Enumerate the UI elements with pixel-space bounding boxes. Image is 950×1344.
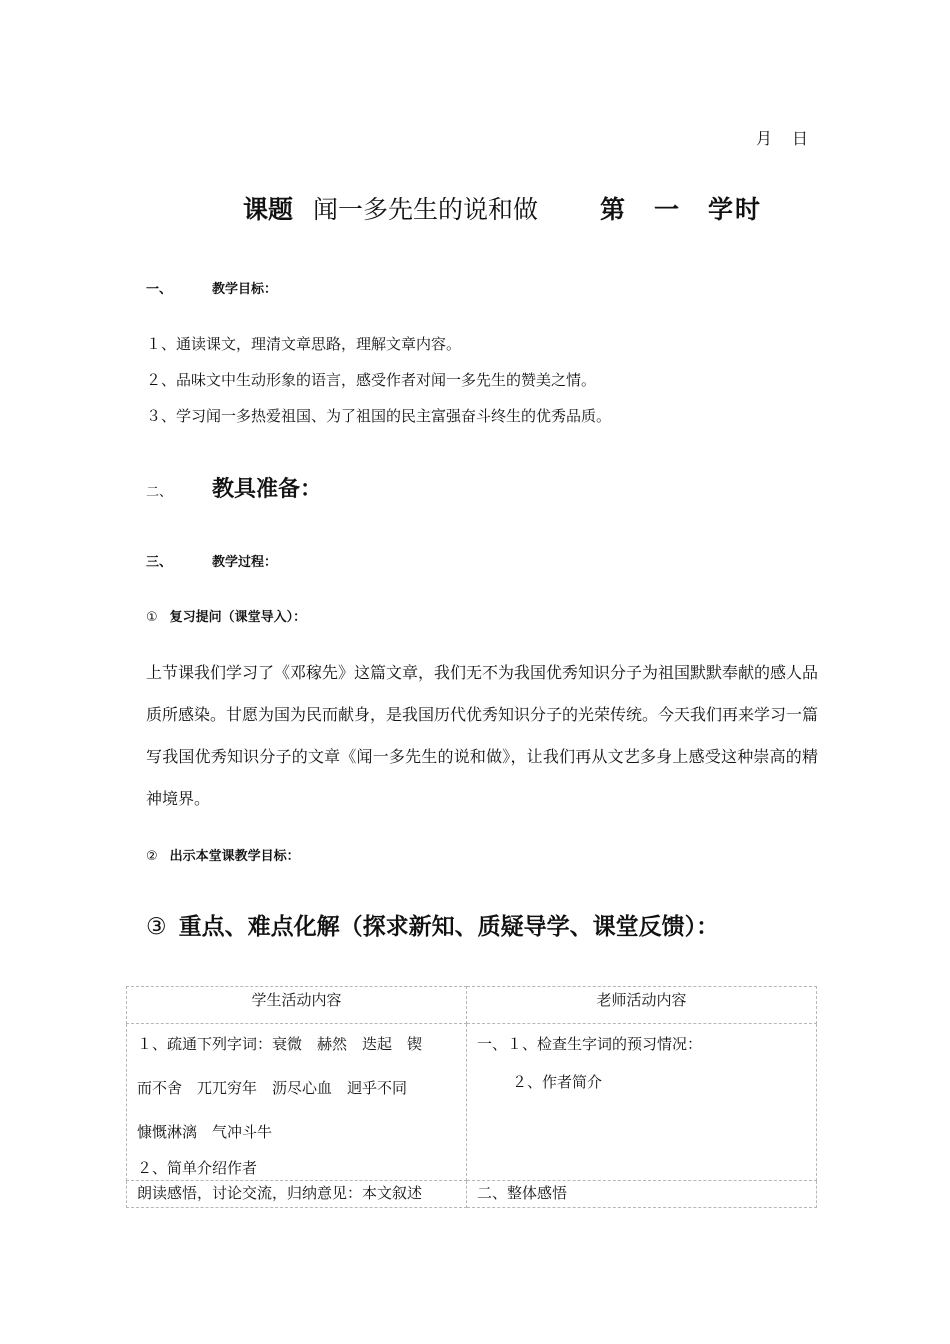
student-activity-line: ２、简单介绍作者: [137, 1159, 258, 1177]
step-label: 复习提问（课堂导入）：: [169, 610, 307, 625]
date-label: 月 日: [756, 129, 811, 148]
student-activity-cell: [127, 1181, 467, 1208]
topic-name: 闻一多先生的说和做: [313, 195, 539, 224]
student-activity-line: １、疏通下列字词：衰微 赫然 迭起 锲: [137, 1035, 423, 1053]
section-number: 一、: [146, 282, 173, 297]
student-activity-line: 慷慨淋漓 气冲斗牛: [137, 1123, 273, 1141]
step-mark: ③: [146, 914, 167, 940]
section-teaching-process: [146, 551, 277, 570]
student-activity-line: 而不舍 兀兀穷年 沥尽心血 迥乎不同: [137, 1079, 408, 1097]
step-label: 重点、难点化解（探求新知、质疑导学、课堂反馈）：: [178, 914, 720, 940]
step-mark: ②: [146, 849, 158, 864]
teacher-activity-line: ２、作者简介: [512, 1073, 603, 1091]
section-number: 三、: [146, 555, 173, 570]
section-label: 教学目标：: [212, 282, 278, 297]
table-header-row: [127, 987, 817, 1024]
section-teaching-aids: [146, 472, 322, 503]
table-row: [127, 1181, 817, 1208]
teacher-activity-line: 一、１、检查生字词的预习情况：: [477, 1035, 703, 1053]
step-key-points: [146, 908, 719, 941]
step-review-questions: [146, 606, 306, 625]
section-number: 二、: [146, 485, 173, 500]
step-label: 出示本堂课教学目标：: [169, 849, 300, 864]
step-show-objectives: [146, 845, 300, 864]
step-mark: ①: [146, 610, 158, 625]
teacher-activity-line: 二、整体感悟: [477, 1184, 568, 1202]
student-activity-line: 朗读感悟，讨论交流，归纳意见：本文叙述: [137, 1184, 423, 1202]
header-teacher-activities: 老师活动内容: [467, 987, 817, 1024]
student-activity-cell: [127, 1024, 467, 1181]
objective-item: ２、品味文中生动形象的语言，感受作者对闻一多先生的赞美之情。: [146, 371, 597, 389]
section-teaching-objectives: [146, 278, 277, 297]
section-label: 教学过程：: [212, 555, 278, 570]
lesson-number: 第 一 学时: [600, 195, 763, 224]
header-student-activities: 学生活动内容: [127, 987, 467, 1024]
intro-paragraph: 上节课我们学习了《邓稼先》这篇文章，我们无不为我国优秀知识分子为祖国默默奉献的感人品质所感染。甘愿为国为民而献身，是我国历代优秀知识分子的光荣传统。今天我们再来学习一篇写我国优秀知识分子的文章《闻一多先生的说和做》，让我们再从文艺多身上感受这种崇高的精神境界。: [146, 663, 819, 808]
lesson-title: [243, 190, 762, 226]
objective-item: １、通读课文，理清文章思路，理解文章内容。: [146, 335, 462, 353]
topic-label: 课题: [243, 195, 294, 224]
teacher-activity-cell: [467, 1024, 817, 1181]
activity-table: [126, 986, 817, 1208]
table-row: [127, 1024, 817, 1181]
teacher-activity-cell: [467, 1181, 817, 1208]
objective-item: ３、学习闻一多热爱祖国、为了祖国的民主富强奋斗终生的优秀品质。: [146, 407, 612, 425]
section-label: 教具准备：: [212, 477, 323, 502]
